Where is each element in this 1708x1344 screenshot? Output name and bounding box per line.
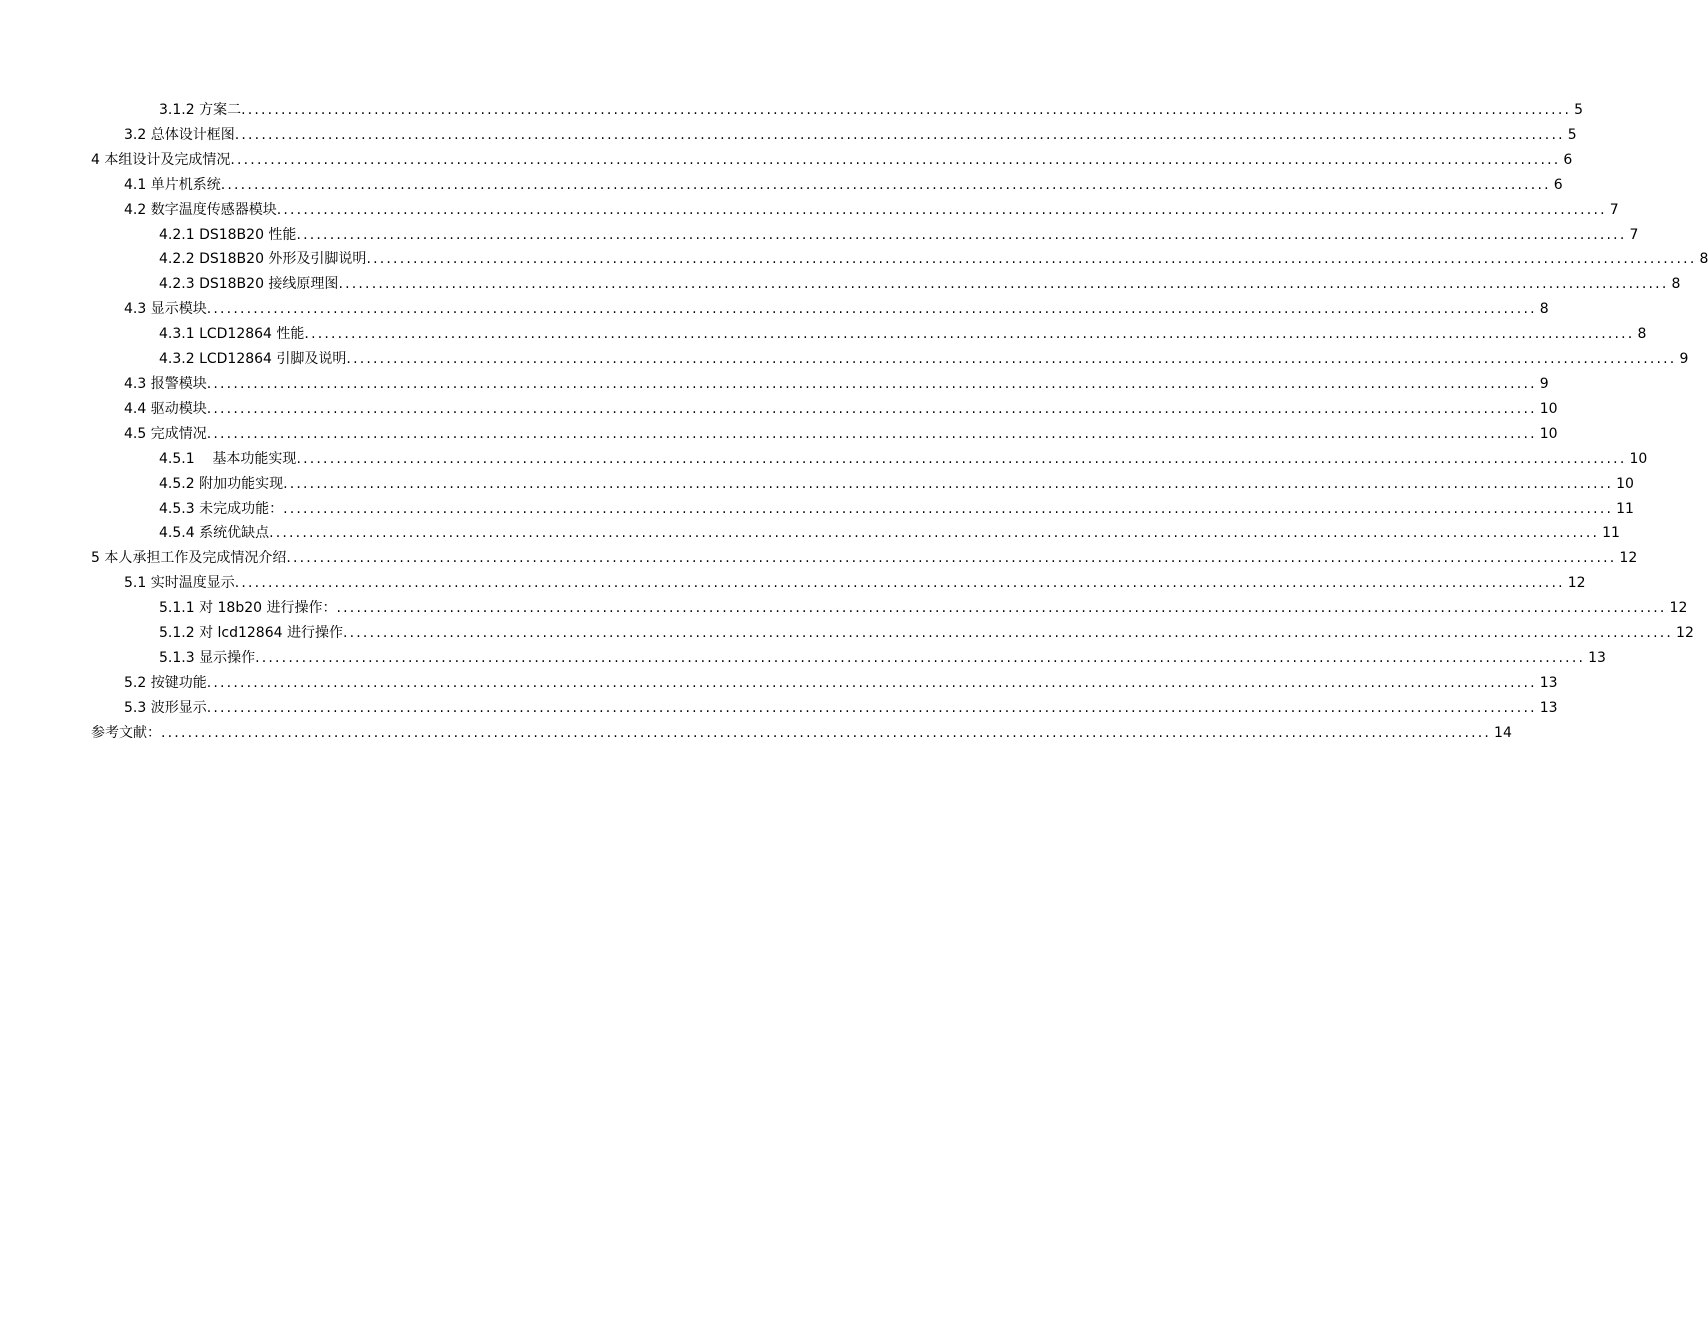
toc-entry-title: 4.3.2 LCD12864 引脚及说明 <box>159 351 347 368</box>
toc-row <box>0 173 1563 198</box>
dot-leader: ........................................................................................................................................................................................................ <box>304 326 1635 343</box>
toc-entry[interactable] <box>159 447 1648 472</box>
toc-entry-title: 4.1 单片机系统 <box>124 176 221 193</box>
toc-entry-title: 3.1.2 方案二 <box>159 102 242 118</box>
dot-leader: ........................................................................................................................................................................................................ <box>206 425 1537 442</box>
toc-row <box>0 546 1638 571</box>
toc-entry-page-number: 7 <box>1629 226 1639 243</box>
toc-entry[interactable] <box>159 322 1647 347</box>
dot-leader: ........................................................................................................................................................................................................ <box>296 226 1627 243</box>
toc-entry[interactable] <box>124 297 1549 322</box>
toc-entry-title: 4.5.3 未完成功能： <box>159 500 284 517</box>
toc-entry[interactable] <box>159 596 1688 621</box>
table-of-contents <box>0 98 1708 746</box>
dot-leader: ........................................................................................................................................................................................................ <box>286 550 1617 567</box>
toc-entry-title: 4.2 数字温度传感器模块 <box>124 201 277 218</box>
toc-entry[interactable] <box>124 198 1619 223</box>
toc-entry-page-number: 13 <box>1588 649 1606 666</box>
toc-row <box>0 422 1558 447</box>
toc-entry-page-number: 13 <box>1539 674 1558 691</box>
toc-entry-page-number: 12 <box>1567 575 1586 592</box>
toc-entry-page-number: 14 <box>1494 724 1512 741</box>
toc-entry-page-number: 10 <box>1629 450 1648 467</box>
toc-entry-page-number: 12 <box>1676 625 1694 642</box>
toc-entry[interactable] <box>159 646 1606 671</box>
dot-leader: ........................................................................................................................................................................................................ <box>342 625 1674 642</box>
toc-row <box>0 696 1558 721</box>
toc-entry-page-number: 11 <box>1602 525 1620 542</box>
dot-leader: ........................................................................................................................................................................................................ <box>366 251 1697 268</box>
toc-row <box>0 123 1577 148</box>
toc-entry[interactable] <box>124 571 1586 596</box>
toc-entry-page-number: 12 <box>1669 600 1688 617</box>
toc-entry-title: 4.5 完成情况 <box>124 425 207 442</box>
toc-row <box>0 621 1694 646</box>
toc-row <box>0 247 1708 272</box>
toc-entry-page-number: 9 <box>1679 351 1689 368</box>
toc-entry-title: 4.2.2 DS18B20 外形及引脚说明 <box>159 251 367 268</box>
toc-row <box>0 472 1634 497</box>
toc-row <box>0 571 1586 596</box>
toc-entry[interactable] <box>91 148 1573 173</box>
toc-entry-page-number: 10 <box>1539 400 1558 417</box>
toc-entry[interactable] <box>159 347 1689 372</box>
dot-leader: ........................................................................................................................................................................................................ <box>206 375 1537 392</box>
toc-row <box>0 198 1619 223</box>
dot-leader: ........................................................................................................................................................................................................ <box>220 176 1551 193</box>
toc-entry-page-number: 11 <box>1616 500 1634 517</box>
toc-row <box>0 148 1573 173</box>
dot-leader: ........................................................................................................................................................................................................ <box>161 724 1492 741</box>
toc-entry[interactable] <box>159 497 1634 522</box>
toc-entry-title: 5.1 实时温度显示 <box>124 575 235 592</box>
toc-entry-page-number: 8 <box>1637 326 1647 343</box>
dot-leader: ........................................................................................................................................................................................................ <box>276 201 1607 218</box>
dot-leader: ........................................................................................................................................................................................................ <box>241 102 1572 118</box>
toc-entry[interactable] <box>91 721 1512 746</box>
toc-entry-page-number: 10 <box>1616 475 1634 492</box>
toc-entry-title: 5.3 波形显示 <box>124 699 207 716</box>
toc-entry-title: 参考文献： <box>91 724 161 741</box>
toc-entry[interactable] <box>159 621 1694 646</box>
toc-entry-title: 5.1.3 显示操作 <box>159 649 256 666</box>
dot-leader: ........................................................................................................................................................................................................ <box>206 400 1537 417</box>
toc-entry-page-number: 12 <box>1619 550 1638 567</box>
dot-leader: ........................................................................................................................................................................................................ <box>336 600 1667 617</box>
toc-entry[interactable] <box>159 98 1584 123</box>
toc-row <box>0 646 1606 671</box>
toc-entry[interactable] <box>159 247 1708 272</box>
dot-leader: ........................................................................................................................................................................................................ <box>206 301 1537 318</box>
dot-leader: ........................................................................................................................................................................................................ <box>230 151 1561 168</box>
toc-entry[interactable] <box>124 372 1549 397</box>
toc-entry[interactable] <box>91 546 1638 571</box>
toc-entry-title: 4.5.2 附加功能实现 <box>159 475 284 492</box>
toc-entry-title: 3.2 总体设计框图 <box>124 126 235 143</box>
dot-leader: ........................................................................................................................................................................................................ <box>296 450 1627 467</box>
toc-entry-page-number: 8 <box>1539 301 1549 318</box>
toc-entry-page-number: 8 <box>1671 276 1681 293</box>
toc-entry[interactable] <box>124 123 1577 148</box>
toc-entry-title: 4.5.4 系统优缺点 <box>159 525 270 542</box>
toc-row <box>0 347 1689 372</box>
dot-leader: ........................................................................................................................................................................................................ <box>206 699 1537 716</box>
toc-row <box>0 372 1549 397</box>
toc-entry-page-number: 7 <box>1609 201 1619 218</box>
toc-row <box>0 272 1681 297</box>
toc-entry-page-number: 8 <box>1699 251 1708 268</box>
toc-entry-page-number: 10 <box>1539 425 1558 442</box>
toc-entry-page-number: 6 <box>1553 176 1563 193</box>
toc-entry-title: 5.1.1 对 18b20 进行操作： <box>159 600 337 617</box>
toc-entry-page-number: 6 <box>1563 151 1573 168</box>
toc-entry[interactable] <box>124 671 1558 696</box>
toc-entry-page-number: 9 <box>1539 375 1549 392</box>
toc-entry-title: 5.1.2 对 lcd12864 进行操作 <box>159 625 343 642</box>
toc-row <box>0 721 1512 746</box>
toc-entry-title: 4.3.1 LCD12864 性能 <box>159 326 305 343</box>
toc-row <box>0 497 1634 522</box>
dot-leader: ........................................................................................................................................................................................................ <box>255 649 1586 666</box>
dot-leader: ........................................................................................................................................................................................................ <box>234 126 1565 143</box>
toc-entry[interactable] <box>159 472 1634 497</box>
toc-entry-title: 4.3 报警模块 <box>124 375 207 392</box>
toc-entry-title: 4.5.1 基本功能实现 <box>159 450 297 467</box>
dot-leader: ........................................................................................................................................................................................................ <box>338 276 1669 293</box>
toc-entry[interactable] <box>159 521 1620 546</box>
toc-row <box>0 397 1558 422</box>
toc-row <box>0 223 1639 248</box>
toc-entry-title: 4.2.1 DS18B20 性能 <box>159 226 297 243</box>
toc-entry[interactable] <box>124 696 1558 721</box>
dot-leader: ........................................................................................................................................................................................................ <box>346 351 1677 368</box>
toc-row <box>0 297 1549 322</box>
toc-entry-title: 5 本人承担工作及完成情况介绍 <box>91 550 287 567</box>
toc-entry-page-number: 5 <box>1567 126 1577 143</box>
toc-row <box>0 447 1648 472</box>
dot-leader: ........................................................................................................................................................................................................ <box>283 500 1614 517</box>
toc-entry-page-number: 13 <box>1539 699 1558 716</box>
toc-entry-page-number: 5 <box>1574 102 1584 118</box>
toc-row <box>0 596 1688 621</box>
toc-entry-title: 4 本组设计及完成情况 <box>91 151 231 168</box>
toc-entry-title: 5.2 按键功能 <box>124 674 207 691</box>
toc-entry[interactable] <box>124 397 1558 422</box>
toc-entry[interactable] <box>124 422 1558 447</box>
toc-entry-title: 4.2.3 DS18B20 接线原理图 <box>159 276 339 293</box>
dot-leader: ........................................................................................................................................................................................................ <box>206 674 1537 691</box>
toc-row <box>0 671 1558 696</box>
toc-row <box>0 521 1620 546</box>
toc-row <box>0 322 1647 347</box>
dot-leader: ........................................................................................................................................................................................................ <box>269 525 1600 542</box>
toc-entry[interactable] <box>159 223 1639 248</box>
toc-row <box>0 98 1584 123</box>
toc-entry-title: 4.4 驱动模块 <box>124 400 207 417</box>
dot-leader: ........................................................................................................................................................................................................ <box>234 575 1565 592</box>
toc-entry-title: 4.3 显示模块 <box>124 301 207 318</box>
toc-entry[interactable] <box>124 173 1563 198</box>
dot-leader: ........................................................................................................................................................................................................ <box>283 475 1614 492</box>
toc-entry[interactable] <box>159 272 1681 297</box>
